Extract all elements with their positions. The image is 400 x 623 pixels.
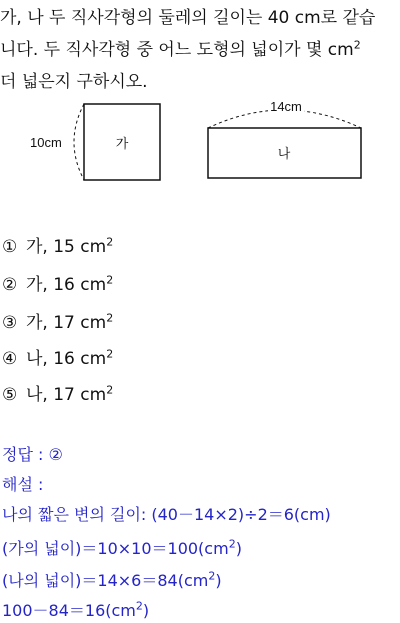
solution-step-4-sup: 2 (135, 599, 143, 613)
solution-step-2-sup: 2 (228, 537, 236, 551)
solution-step-3 (2, 568, 222, 591)
choice-text: 나, 16 cm (26, 349, 107, 369)
square-label: 가 (115, 137, 129, 152)
solution-step-4-text: 100－84＝16(cm (2, 601, 136, 620)
choice-text: 가, 16 cm (26, 275, 107, 295)
choice-5[interactable] (2, 380, 113, 405)
choice-text: 가, 15 cm (26, 237, 107, 257)
rectangle-label: 나 (277, 147, 291, 162)
question-line-2 (0, 34, 361, 66)
solution-step-3-text: (나의 넓이)＝14×6＝84(cm (2, 571, 209, 590)
question-unit-superscript: 2 (353, 38, 361, 52)
choice-unit-superscript: 2 (106, 347, 114, 361)
solution-step-1: 나의 짧은 변의 길이: (40－14×2)÷2＝6(cm) (2, 505, 331, 524)
solution-step-2-end: ) (235, 539, 242, 558)
choice-unit-superscript: 2 (106, 235, 114, 249)
question-line-1: 가, 나 두 직사각형의 둘레의 길이는 40 cm로 같습 (0, 8, 376, 28)
choice-unit-superscript: 2 (106, 383, 114, 397)
solution-step-4 (2, 598, 149, 621)
choice-number: ② (2, 275, 18, 295)
solution-step-2 (2, 536, 242, 559)
choice-3[interactable] (2, 308, 113, 333)
label-14cm: 14cm (270, 99, 302, 114)
choice-number: ④ (2, 349, 18, 369)
solution-step-3-sup: 2 (208, 569, 216, 583)
question-line-2-text: 니다. 두 직사각형 중 어느 도형의 넓이가 몇 cm (0, 40, 354, 60)
choice-text: 나, 17 cm (26, 385, 107, 405)
question-line-3: 더 넓은지 구하시오. (0, 72, 148, 92)
solution-label: 해설 : (2, 475, 44, 494)
rectangle-figure (28, 96, 378, 192)
choice-unit-superscript: 2 (106, 273, 114, 287)
answer-label: 정답 : ② (2, 445, 63, 464)
choice-number: ⑤ (2, 385, 18, 405)
solution-step-4-end: ) (142, 601, 150, 620)
choice-2[interactable] (2, 270, 113, 295)
choice-1[interactable] (2, 232, 113, 257)
solution-step-3-end: ) (215, 571, 222, 590)
solution-step-2-text: (가의 넓이)＝10×10＝100(cm (2, 539, 229, 558)
choice-4[interactable] (2, 344, 113, 369)
square-side-arc (74, 104, 84, 180)
choice-number: ① (2, 237, 18, 257)
choice-unit-superscript: 2 (106, 311, 114, 325)
choice-text: 가, 17 cm (26, 313, 107, 333)
label-10cm: 10cm (30, 135, 62, 150)
choice-number: ③ (2, 313, 18, 333)
